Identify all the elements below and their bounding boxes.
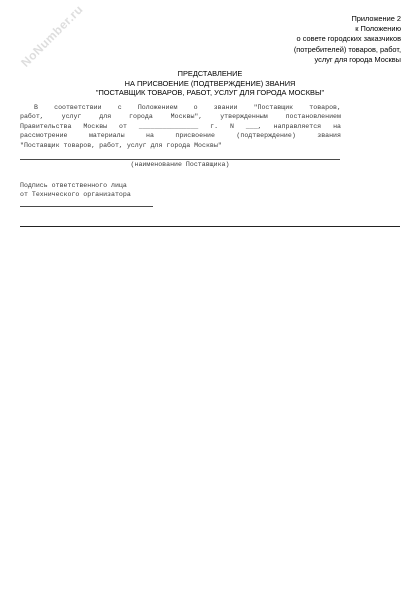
body-line: Правительства Москвы от _______________ г. N ___, направляется на xyxy=(20,122,341,130)
body-line: В соответствии с Положением о звании "Поставщик товаров, xyxy=(34,104,341,111)
signature-line-text: Подпись ответственного лица xyxy=(20,182,127,189)
body-paragraph xyxy=(20,103,341,150)
watermark-text: NoNumber.ru xyxy=(18,2,86,70)
body-line: "Поставщик товаров, работ, услуг для города Москвы" xyxy=(20,141,222,149)
title-line: НА ПРИСВОЕНИЕ (ПОДТВЕРЖДЕНИЕ) ЗВАНИЯ xyxy=(124,78,296,88)
annex-line: к Положению xyxy=(355,24,401,34)
title-line: ПРЕДСТАВЛЕНИЕ xyxy=(177,69,243,78)
annex-header xyxy=(294,14,401,65)
document-title xyxy=(40,69,380,98)
signature-block xyxy=(20,181,131,200)
signature-line-text: от Технического организатора xyxy=(20,191,131,199)
annex-line: услуг для города Москвы xyxy=(314,54,401,64)
title-line: "ПОСТАВЩИК ТОВАРОВ, РАБОТ, УСЛУГ ДЛЯ ГОРОДА МОСКВЫ" xyxy=(95,88,325,98)
body-line: работ, услуг для города Москвы", утвержденным постановлением xyxy=(20,113,341,121)
annex-line: Приложение 2 xyxy=(351,14,401,23)
annex-line: о совете городских заказчиков xyxy=(296,34,401,44)
supplier-caption: (наименование Поставщика) xyxy=(130,161,230,168)
signature-line xyxy=(20,206,153,207)
section-divider xyxy=(20,226,400,227)
body-line: рассмотрение материалы на присвоение (подтверждение) звания xyxy=(20,132,341,140)
annex-line: (потребителей) товаров, работ, xyxy=(293,44,401,54)
